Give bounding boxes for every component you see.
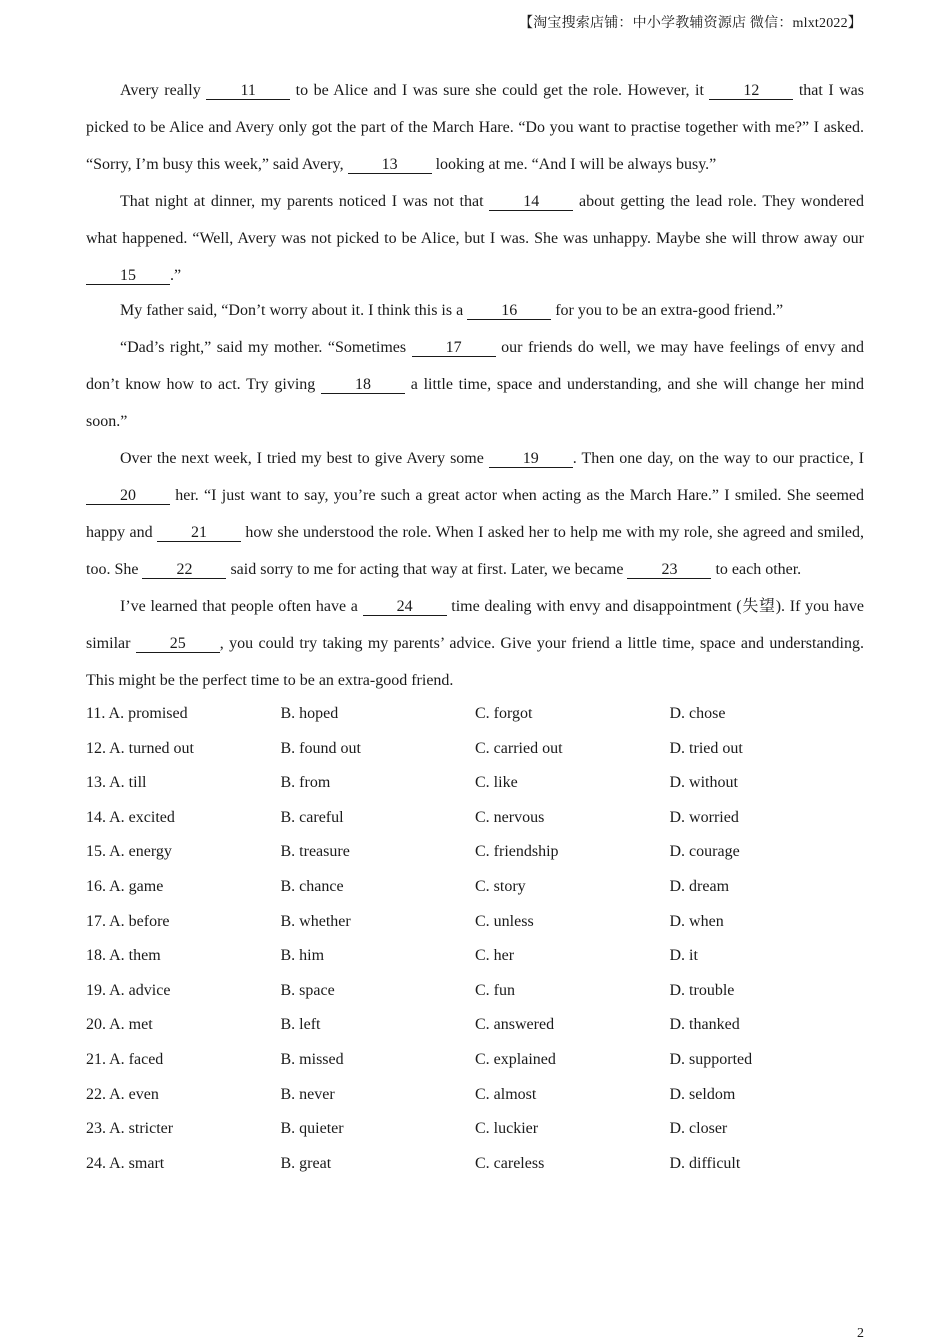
passage-text: to be Alice and I was sure she could get the role. However, it [290,82,710,99]
passage-text: about getting the lead role. They wondered what happened. “Well, Avery was not picked to be Alice, but I was. She was unhappy. Maybe she will throw away our [86,193,864,247]
option-b: B. treasure [280,843,350,861]
option-d: D. worried [669,808,739,826]
blank-12: 12 [709,83,793,100]
question-row-15 [86,835,864,870]
option-d: D. trouble [669,981,735,999]
blank-24: 24 [363,599,447,616]
option-a: 23. A. stricter [86,1120,174,1138]
option-b: B. whether [280,912,351,930]
option-c: C. like [475,774,518,792]
blank-13: 13 [348,157,432,174]
option-d: D. thanked [669,1016,740,1034]
option-c: C. unless [475,912,534,930]
passage-text: , you could try taking my parents’ advice. Give your friend a little time, space and understanding. This might be the perfect time to be an extra-good friend. [86,635,865,689]
option-a: 17. A. before [86,912,170,930]
passage-paragraph [86,183,864,294]
blank-16: 16 [467,303,551,320]
blank-21: 21 [157,525,241,542]
question-row-17 [86,905,864,940]
blank-14: 14 [489,194,573,211]
option-d: D. it [669,947,698,965]
option-a: 12. A. turned out [86,739,194,757]
question-row-19 [86,974,864,1009]
option-a: 13. A. till [86,774,147,792]
option-b: B. from [280,774,331,792]
option-a: 14. A. excited [86,808,175,826]
option-a: 24. A. smart [86,1154,165,1172]
option-b: B. chance [280,877,344,895]
option-c: C. carried out [475,739,563,757]
passage-text: .” [170,267,182,284]
passage-text: a little time, space and understanding, and she will change her mind soon.” [86,376,865,430]
question-row-18 [86,939,864,974]
option-b: B. space [280,981,335,999]
option-c: C. answered [475,1016,555,1034]
passage-paragraph [86,294,864,328]
question-row-11 [86,697,864,732]
blank-25: 25 [136,636,220,653]
passage-text: looking at me. “And I will be always busy.” [431,156,717,173]
question-row-12 [86,732,864,767]
passage-paragraph [86,329,864,440]
option-b: B. quieter [280,1120,344,1138]
blank-22: 22 [142,562,226,579]
question-row-14 [86,801,864,836]
option-c: C. forgot [475,705,533,722]
passage-text: said sorry to me for acting that way at first. Later, we became [226,561,628,578]
passage-text: how she understood the role. When I asked her to help me with my role, she agreed and smiled, too. She [86,524,865,578]
option-d: D. seldom [669,1085,736,1103]
option-d: D. tried out [669,739,743,757]
passage-text: her. “I just want to say, you’re such a great actor when acting as the March Hare.” I smiled. She seemed happy and [86,487,864,541]
question-row-24 [86,1147,864,1182]
page-number: 2 [857,1326,864,1341]
question-row-23 [86,1112,864,1147]
blank-17: 17 [412,340,496,357]
passage-text: “Dad’s right,” said my mother. “Sometimes [120,339,412,356]
passage-paragraph [86,440,864,588]
option-c: C. her [475,947,515,965]
option-b: B. missed [280,1050,344,1068]
option-c: C. fun [475,981,515,999]
option-c: C. luckier [475,1120,539,1138]
option-a: 16. A. game [86,877,164,895]
blank-11: 11 [206,83,290,100]
passage-paragraph [86,588,864,699]
question-row-13 [86,766,864,801]
option-b: B. careful [280,808,344,826]
option-d: D. supported [669,1050,753,1068]
passage-text: for you to be an extra-good friend.” [551,302,784,319]
option-d: D. dream [669,877,730,895]
option-a: 11. A. promised [86,705,188,722]
passage-text: to each other. [711,561,802,578]
passage-text: time dealing with envy and disappointment (失望). If you have similar [86,598,865,652]
option-c: C. careless [475,1154,545,1172]
blank-20: 20 [86,488,170,505]
page-header: 【淘宝搜索店铺：中小学教辅资源店 微信：mlxt2022】 [519,16,862,31]
option-b: B. never [280,1085,335,1103]
option-d: D. when [669,912,724,930]
passage-text: I’ve learned that people often have a [120,598,363,615]
passage-text: Over the next week, I tried my best to give Avery some [120,450,489,467]
passage-text: that I was picked to be Alice and Avery only got the part of the March Hare. “Do you want to practise together with me?” I asked. “Sorry, I’m busy this week,” said Avery, [86,82,865,173]
question-row-22 [86,1078,864,1113]
question-row-21 [86,1043,864,1078]
document-body [86,72,864,1181]
option-a: 22. A. even [86,1085,159,1103]
option-d: D. closer [669,1120,728,1138]
options-list [86,697,864,1181]
option-b: B. left [280,1016,321,1034]
passage-text: our friends do well, we may have feelings of envy and don’t know how to act. Try giving [86,339,865,393]
passage-paragraph [86,72,864,183]
question-row-20 [86,1008,864,1043]
option-b: B. found out [280,739,361,757]
question-row-16 [86,870,864,905]
option-a: 19. A. advice [86,981,171,999]
option-c: C. story [475,877,526,895]
option-a: 20. A. met [86,1016,153,1034]
option-d: D. courage [669,843,740,861]
passage-text: . Then one day, on the way to our practice, I [572,450,864,467]
passage-text: My father said, “Don’t worry about it. I think this is a [120,302,468,319]
option-c: C. friendship [475,843,559,861]
passage-text: Avery really [120,82,207,99]
option-a: 21. A. faced [86,1050,164,1068]
blank-15: 15 [86,268,170,285]
option-c: C. almost [475,1085,537,1103]
blank-18: 18 [321,377,405,394]
blank-19: 19 [489,451,573,468]
option-b: B. hoped [280,705,339,722]
option-a: 15. A. energy [86,843,172,861]
option-d: D. chose [669,705,726,722]
option-c: C. explained [475,1050,556,1068]
option-c: C. nervous [475,808,545,826]
passage-text: That night at dinner, my parents noticed I was not that [120,193,490,210]
option-a: 18. A. them [86,947,161,965]
option-d: D. difficult [669,1154,741,1172]
option-b: B. great [280,1154,332,1172]
option-b: B. him [280,947,325,965]
blank-23: 23 [627,562,711,579]
option-d: D. without [669,774,738,792]
